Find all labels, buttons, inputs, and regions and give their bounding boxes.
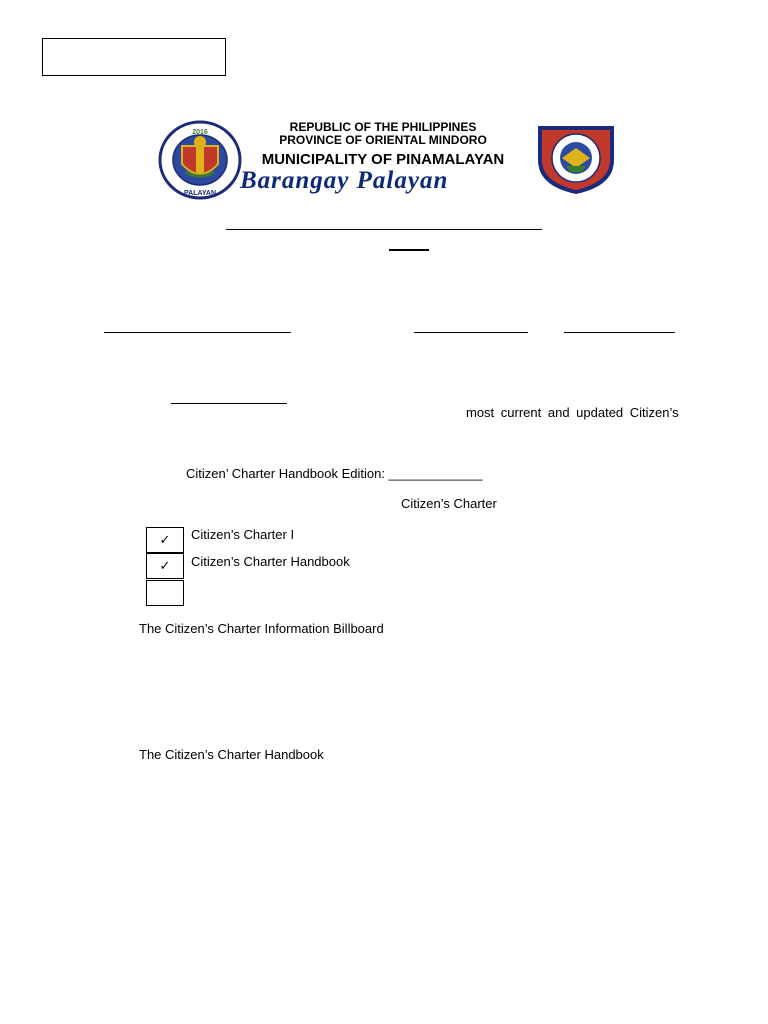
province-heading: PROVINCE OF ORIENTAL MINDORO [279, 133, 487, 147]
check-icon: ✓ [159, 532, 171, 547]
edition-label: Citizen’ Charter Handbook Edition: _____________ [186, 466, 483, 481]
checklist-label-charter-handbook: Citizen’s Charter Handbook [191, 554, 350, 569]
citizens-charter-label: Citizen’s Charter [401, 496, 497, 511]
municipal-seal-icon [536, 124, 616, 196]
reference-number-box [42, 38, 226, 76]
billboard-label: The Citizen’s Charter Information Billboard [139, 621, 384, 636]
seal-year: 2016 [192, 129, 208, 136]
check-icon: ✓ [159, 558, 171, 573]
blank-field-date[interactable] [564, 332, 675, 333]
seal-bottom-text: PALAYAN [183, 190, 217, 197]
handbook-label: The Citizen’s Charter Handbook [139, 747, 324, 762]
title-underline [226, 229, 542, 230]
barangay-name: Barangay Palayan [240, 167, 449, 194]
republic-heading: REPUBLIC OF THE PHILIPPINES [289, 120, 477, 134]
municipality-heading: MUNICIPALITY OF PINAMALAYAN [261, 151, 505, 168]
checkbox-empty[interactable] [146, 580, 184, 606]
blank-field-name[interactable] [104, 332, 291, 333]
checklist-label-charter-i: Citizen’s Charter I [191, 527, 295, 542]
blank-field-position[interactable] [414, 332, 528, 333]
barangay-seal-icon [158, 120, 242, 200]
checkbox-charter-handbook[interactable] [146, 553, 184, 579]
subtitle-underline [389, 249, 429, 251]
blank-field-office[interactable] [171, 403, 287, 404]
checkbox-charter-i[interactable] [146, 527, 184, 553]
current-updated-text: most current and updated Citizen’s [466, 405, 679, 420]
